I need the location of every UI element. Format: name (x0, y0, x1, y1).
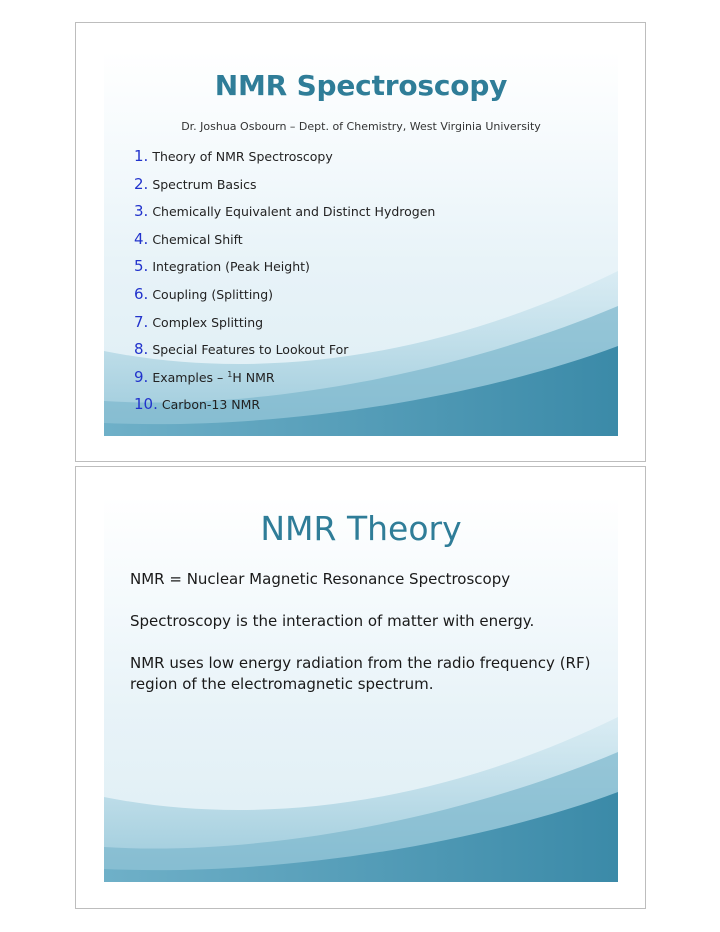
item-number: 2. (134, 174, 149, 193)
item-number: 8. (134, 340, 149, 359)
list-item (134, 198, 435, 226)
list-item (134, 143, 435, 171)
slide-frame-1 (75, 22, 646, 462)
slide-1 (104, 51, 618, 436)
item-number: 4. (134, 229, 149, 248)
item-text: Spectrum Basics (152, 176, 257, 192)
item-text-suffix: H NMR (232, 369, 275, 385)
paragraph-spectroscopy: Spectroscopy is the interaction of matter with energy. (130, 612, 535, 630)
item-text: Special Features to Lookout For (152, 342, 349, 358)
item-text: Coupling (Splitting) (152, 286, 274, 302)
list-item (134, 391, 435, 419)
item-text: Carbon-13 NMR (161, 397, 261, 413)
list-item (134, 364, 435, 392)
list-item (134, 281, 435, 309)
paragraph-radiation: NMR uses low energy radiation from the radio frequency (RF) region of the electromagnetic spectrum. (130, 654, 591, 693)
item-number: 10. (134, 395, 158, 414)
slide-2 (104, 497, 618, 882)
item-text: Chemically Equivalent and Distinct Hydrogen (152, 204, 436, 220)
item-text-prefix: Examples – (152, 369, 228, 385)
item-number: 1. (134, 147, 149, 165)
list-item (134, 171, 435, 199)
list-item (134, 253, 435, 281)
item-superscript: 1 (227, 369, 233, 379)
item-text: Theory of NMR Spectroscopy (152, 149, 333, 164)
item-number: 5. (134, 257, 149, 276)
item-number: 6. (134, 284, 149, 303)
list-item (134, 309, 435, 337)
slide-title: NMR Theory (260, 509, 462, 548)
list-item (134, 336, 435, 364)
slide-subtitle: Dr. Joshua Osbourn – Dept. of Chemistry, West Virginia University (181, 120, 541, 133)
paragraph-definition: NMR = Nuclear Magnetic Resonance Spectroscopy (130, 570, 511, 588)
slide-title: NMR Spectroscopy (214, 69, 508, 102)
item-text: Complex Splitting (152, 314, 264, 330)
item-number: 3. (134, 202, 149, 221)
topic-list (134, 143, 435, 419)
slide-frame-2 (75, 466, 646, 909)
item-number: 9. (134, 367, 149, 386)
item-text: Integration (Peak Height) (152, 259, 310, 275)
item-number: 7. (134, 312, 149, 331)
item-text: Chemical Shift (152, 231, 243, 247)
list-item (134, 226, 435, 254)
